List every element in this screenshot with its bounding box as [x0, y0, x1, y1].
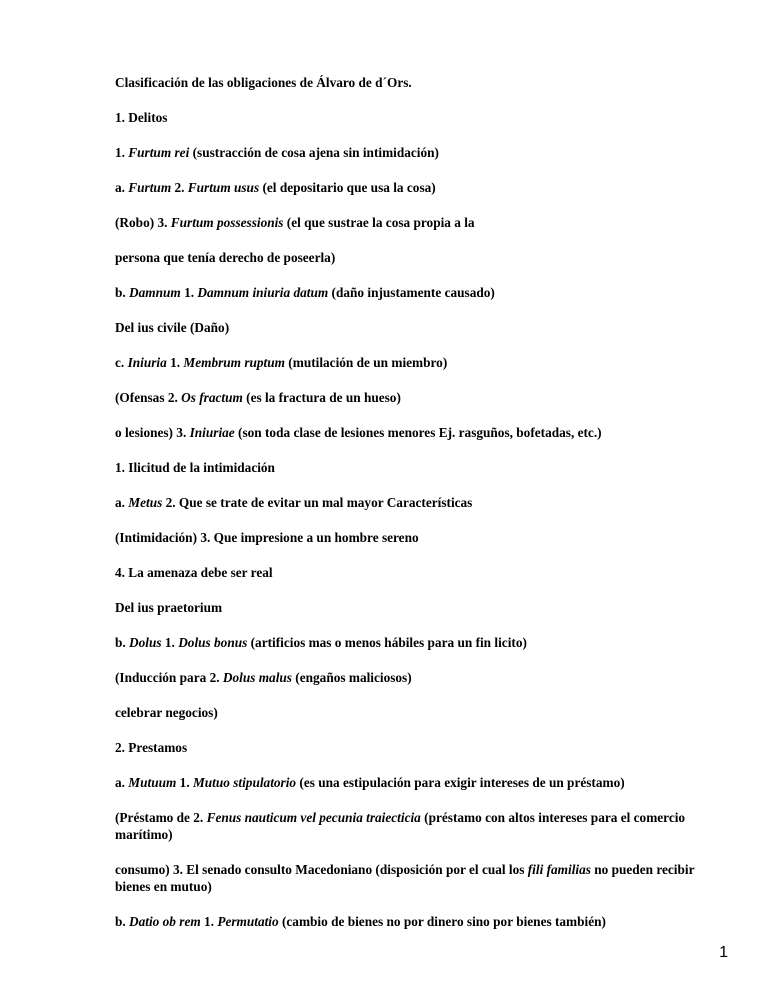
text-segment: 2. Que se trate de evitar un mal mayor Características — [162, 495, 473, 510]
latin-term: Metus — [128, 495, 163, 510]
latin-term: Permutatio — [217, 914, 279, 929]
text-segment: a. — [115, 180, 129, 195]
latin-term: Dolus malus — [222, 670, 292, 685]
text-segment: consumo) 3. El senado consulto Macedoniano (disposición por el cual los — [115, 862, 528, 877]
text-segment: Clasificación de las obligaciones de Álvaro de d´Ors. — [115, 75, 412, 90]
text-line — [115, 739, 725, 756]
latin-term: Membrum ruptum — [183, 355, 285, 370]
text-line — [115, 389, 725, 406]
text-segment: (Robo) 3. — [115, 215, 171, 230]
text-segment: (préstamo con altos intereses para el comercio marítimo) — [115, 810, 686, 842]
text-segment: (es una estipulación para exigir intereses de un préstamo) — [296, 775, 625, 790]
latin-term: Mutuo stipulatorio — [192, 775, 297, 790]
text-segment: (el depositario que usa la cosa) — [259, 180, 436, 195]
text-line — [115, 284, 725, 301]
text-line — [115, 704, 725, 721]
latin-term: Furtum usus — [187, 180, 260, 195]
latin-term: Damnum — [129, 285, 181, 300]
text-segment: (Préstamo de 2. — [115, 810, 207, 825]
text-segment: persona que tenía derecho de poseerla) — [115, 250, 336, 265]
text-segment: a. — [115, 775, 129, 790]
latin-term: Iniuriae — [189, 425, 235, 440]
text-line — [115, 494, 725, 511]
document-body — [115, 74, 725, 948]
text-segment: 1. Ilicitud de la intimidación — [115, 460, 275, 475]
latin-term: Datio ob rem — [129, 914, 201, 929]
text-segment: (es la fractura de un hueso) — [242, 390, 401, 405]
text-segment: (Inducción para 2. — [115, 670, 223, 685]
text-segment: o lesiones) 3. — [115, 425, 190, 440]
text-segment: 1. — [115, 145, 129, 160]
text-line — [115, 109, 725, 126]
text-segment: (Ofensas 2. — [115, 390, 182, 405]
text-segment: (mutilación de un miembro) — [284, 355, 448, 370]
text-segment: b. — [115, 635, 130, 650]
latin-term: Furtum — [128, 180, 172, 195]
text-segment: (el que sustrae la cosa propia a la — [283, 215, 475, 230]
latin-term: Dolus bonus — [178, 635, 248, 650]
text-segment: 1. — [176, 775, 193, 790]
text-segment: c. — [115, 355, 128, 370]
text-line — [115, 249, 725, 266]
text-line — [115, 144, 725, 161]
text-segment: (artificios mas o menos hábiles para un fin licito) — [247, 635, 527, 650]
latin-term: Furtum possessionis — [170, 215, 284, 230]
text-line — [115, 913, 725, 930]
text-segment: (daño injustamente causado) — [328, 285, 495, 300]
latin-term: Furtum rei — [128, 145, 190, 160]
text-segment: b. — [115, 285, 130, 300]
text-line — [115, 809, 725, 843]
latin-term: Iniuria — [127, 355, 167, 370]
text-line — [115, 214, 725, 231]
text-line — [115, 774, 725, 791]
text-line — [115, 599, 725, 616]
latin-term: Os fractum — [181, 390, 243, 405]
text-segment: 1. — [200, 914, 218, 929]
text-line — [115, 424, 725, 441]
text-segment: (sustracción de cosa ajena sin intimidación) — [189, 145, 439, 160]
text-segment: (cambio de bienes no por dinero sino por bienes también) — [278, 914, 606, 929]
text-segment: celebrar negocios) — [115, 705, 218, 720]
text-segment: Del ius civile (Daño) — [115, 320, 230, 335]
latin-term: Damnum iniuria datum — [197, 285, 329, 300]
text-segment: (Intimidación) 3. Que impresione a un hombre sereno — [115, 530, 419, 545]
latin-term: Dolus — [129, 635, 162, 650]
text-segment: (son toda clase de lesiones menores Ej. rasguños, bofetadas, etc.) — [234, 425, 602, 440]
text-segment: 1. — [161, 635, 179, 650]
latin-term: Fenus nauticum vel pecunia traiecticia — [206, 810, 421, 825]
text-segment: 1. Delitos — [115, 110, 168, 125]
text-line — [115, 634, 725, 651]
text-line — [115, 354, 725, 371]
text-line — [115, 564, 725, 581]
text-segment: no pueden recibir bienes en mutuo) — [115, 862, 695, 894]
text-segment: 2. Prestamos — [115, 740, 188, 755]
text-segment: (engaños maliciosos) — [291, 670, 412, 685]
text-line — [115, 459, 725, 476]
text-segment: 1. — [166, 355, 184, 370]
text-segment: 2. — [171, 180, 188, 195]
latin-term: Mutuum — [128, 775, 177, 790]
latin-term: fili familias — [527, 862, 591, 877]
text-line — [115, 179, 725, 196]
text-segment: 4. La amenaza debe ser real — [115, 565, 273, 580]
text-segment: Del ius praetorium — [115, 600, 223, 615]
page-number: 1 — [719, 944, 728, 961]
text-line — [115, 861, 725, 895]
text-segment: a. — [115, 495, 129, 510]
text-line — [115, 74, 725, 91]
text-line — [115, 669, 725, 686]
text-line — [115, 319, 725, 336]
text-segment: b. — [115, 914, 130, 929]
text-line — [115, 529, 725, 546]
text-segment: 1. — [180, 285, 198, 300]
